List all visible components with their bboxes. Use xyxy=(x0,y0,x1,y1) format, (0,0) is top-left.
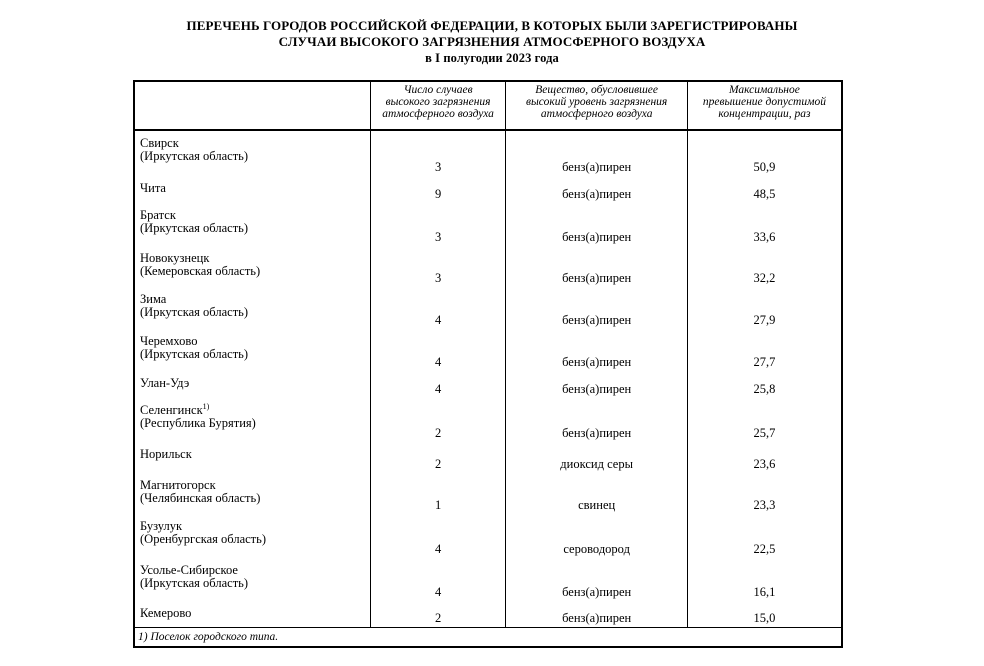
substance-cell: бенз(а)пирен xyxy=(506,246,687,287)
substance-cell: бенз(а)пирен xyxy=(506,371,687,398)
substance-cell: свинец xyxy=(506,473,687,514)
table-row xyxy=(134,203,842,246)
ratio-cell: 25,8 xyxy=(687,371,842,398)
city-cell xyxy=(134,203,370,246)
city-cell xyxy=(134,176,370,203)
city-name: Бузулук xyxy=(140,519,183,533)
header-substance-line: высокий уровень загрязнения xyxy=(526,96,668,108)
substance-cell: диоксид серы xyxy=(506,442,687,473)
header-cases-line: высокого загрязнения xyxy=(385,96,491,108)
ratio-cell: 27,9 xyxy=(687,287,842,329)
cases-cell: 4 xyxy=(370,287,506,329)
region-name: (Иркутская область) xyxy=(140,149,249,163)
ratio-cell: 33,6 xyxy=(687,203,842,246)
region-name: (Иркутская область) xyxy=(140,576,249,590)
city-cell xyxy=(134,287,370,329)
substance-cell: бенз(а)пирен xyxy=(506,130,687,176)
city-name: Усолье-Сибирское xyxy=(140,563,238,577)
cases-cell: 3 xyxy=(370,203,506,246)
region-name: (Кемеровская область) xyxy=(140,264,261,278)
cases-cell: 2 xyxy=(370,442,506,473)
region-name: (Челябинская область) xyxy=(140,491,261,505)
ratio-cell: 32,2 xyxy=(687,246,842,287)
pollution-cities-table xyxy=(133,80,843,648)
header-cases xyxy=(370,81,506,130)
table-header-row xyxy=(134,81,842,130)
city-name-wrap xyxy=(140,398,370,417)
substance-cell: бенз(а)пирен xyxy=(506,558,687,601)
table-row xyxy=(134,514,842,558)
city-name: Улан-Удэ xyxy=(140,376,190,390)
ratio-cell: 22,5 xyxy=(687,514,842,558)
table-row xyxy=(134,601,842,628)
city-cell xyxy=(134,329,370,371)
ratio-cell: 23,6 xyxy=(687,442,842,473)
substance-cell: бенз(а)пирен xyxy=(506,287,687,329)
header-ratio-line: Максимальное xyxy=(729,84,800,96)
city-cell xyxy=(134,601,370,628)
city-cell xyxy=(134,130,370,176)
city-name: Черемхово xyxy=(140,334,198,348)
region-name: (Оренбургская область) xyxy=(140,532,267,546)
footnote-mark: 1) xyxy=(202,402,210,411)
cases-cell: 2 xyxy=(370,398,506,442)
header-city xyxy=(134,81,370,130)
header-ratio xyxy=(687,81,842,130)
table-row xyxy=(134,176,842,203)
substance-cell: бенз(а)пирен xyxy=(506,176,687,203)
document-title-line-2: СЛУЧАИ ВЫСОКОГО ЗАГРЯЗНЕНИЯ АТМОСФЕРНОГО ВОЗДУХА xyxy=(278,34,706,49)
ratio-cell: 23,3 xyxy=(687,473,842,514)
cases-cell: 4 xyxy=(370,514,506,558)
header-substance-line: атмосферного воздуха xyxy=(540,108,653,120)
city-name: Свирск xyxy=(140,136,179,150)
header-ratio-line: превышение допустимой xyxy=(702,96,826,108)
city-cell xyxy=(134,473,370,514)
table-row xyxy=(134,473,842,514)
region-name: (Иркутская область) xyxy=(140,305,249,319)
table-row xyxy=(134,329,842,371)
substance-cell: бенз(а)пирен xyxy=(506,329,687,371)
city-name: Новокузнецк xyxy=(140,251,210,265)
footnote-row xyxy=(134,628,842,648)
header-ratio-line: концентрации, раз xyxy=(718,108,811,120)
city-cell xyxy=(134,246,370,287)
city-name: Магнитогорск xyxy=(140,478,216,492)
table-row xyxy=(134,287,842,329)
document-title-line-1: ПЕРЕЧЕНЬ ГОРОДОВ РОССИЙСКОЙ ФЕДЕРАЦИИ, В КОТОРЫХ БЫЛИ ЗАРЕГИСТРИРОВАНЫ xyxy=(186,18,798,33)
footnote-text: 1) Поселок городского типа. xyxy=(134,628,842,648)
city-name: Чита xyxy=(140,181,166,195)
region-name: (Иркутская область) xyxy=(140,347,249,361)
cases-cell: 2 xyxy=(370,601,506,628)
city-cell xyxy=(134,442,370,473)
cases-cell: 3 xyxy=(370,130,506,176)
table-row xyxy=(134,130,842,176)
substance-cell: сероводород xyxy=(506,514,687,558)
document-subtitle: в I полугодии 2023 года xyxy=(425,51,559,65)
substance-cell: бенз(а)пирен xyxy=(506,203,687,246)
cases-cell: 9 xyxy=(370,176,506,203)
table-row xyxy=(134,398,842,442)
substance-cell: бенз(а)пирен xyxy=(506,601,687,628)
city-cell xyxy=(134,514,370,558)
table-row xyxy=(134,558,842,601)
cases-cell: 4 xyxy=(370,329,506,371)
header-substance xyxy=(506,81,687,130)
region-name: (Иркутская область) xyxy=(140,221,249,235)
header-substance-line: Вещество, обусловившее xyxy=(535,84,659,96)
city-cell xyxy=(134,558,370,601)
substance-cell: бенз(а)пирен xyxy=(506,398,687,442)
header-cases-line: Число случаев xyxy=(403,84,473,96)
table-row xyxy=(134,246,842,287)
table-row xyxy=(134,442,842,473)
ratio-cell: 15,0 xyxy=(687,601,842,628)
ratio-cell: 16,1 xyxy=(687,558,842,601)
table-row xyxy=(134,371,842,398)
city-cell xyxy=(134,398,370,442)
cases-cell: 4 xyxy=(370,558,506,601)
city-name: Братск xyxy=(140,208,176,222)
region-name: (Республика Бурятия) xyxy=(140,416,256,430)
city-cell xyxy=(134,371,370,398)
city-name: Норильск xyxy=(140,447,192,461)
city-name: Зима xyxy=(140,292,167,306)
ratio-cell: 25,7 xyxy=(687,398,842,442)
cases-cell: 4 xyxy=(370,371,506,398)
ratio-cell: 27,7 xyxy=(687,329,842,371)
header-cases-line: атмосферного воздуха xyxy=(382,108,494,120)
ratio-cell: 48,5 xyxy=(687,176,842,203)
cases-cell: 1 xyxy=(370,473,506,514)
ratio-cell: 50,9 xyxy=(687,130,842,176)
city-name: Селенгинск xyxy=(140,403,203,417)
city-name: Кемерово xyxy=(140,606,192,620)
cases-cell: 3 xyxy=(370,246,506,287)
